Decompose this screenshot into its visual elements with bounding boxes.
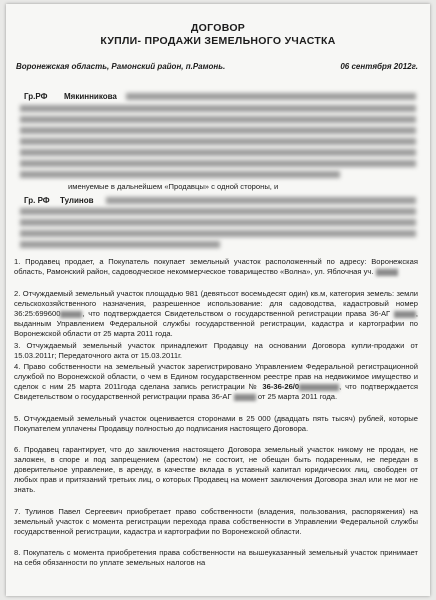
redacted-text: [20, 230, 416, 237]
clause-6: 6. Продавец гарантирует, что до заключения настоящего Договора земельный участок никому не продан, не заложен, в споре и под запрещением (арестом) не состоит, не обещан быть подаренным, не передан в доверительное управление, в аренду, в качестве вклада в уставный капитал юридических лиц, свободен от любых прав и притязаний третьих лиц, о которых Продавец на момент заключения Договора знал или не мог не знать.: [14, 445, 418, 495]
document-title: ДОГОВОР: [190, 22, 246, 34]
redacted-text: [20, 208, 416, 215]
clause-4: 4. Право собственности на земельный участок зарегистрировано Управлением Федеральной регистрационной службой по Воронежской области, о чем в Едином государственном реестре прав на недвижимое имущество и сделок с ним 25 марта 2011года сделана запись регистрации № 36-36-26/0 , что подтверждается Свидетельством о государственной регистрации права 36-АГ от 25 марта 2011 года.: [14, 362, 418, 402]
clause-5: 5. Отчуждаемый земельный участок оценивается сторонами в 25 000 (двадцать пять тысяч) рублей, которые Покупателем уплачены Продавцу полностью до подписания настоящего Договора.: [14, 414, 418, 434]
clause-1: 1. Продавец продает, а Покупатель покупает земельный участок расположенный по адресу: Воронежская область, Рамонский район, садоводческое некоммерческое товарищество «Волна», ул. Яблочная уч.: [14, 257, 418, 277]
redacted-text: [20, 149, 416, 156]
redacted-text: [20, 171, 340, 178]
contract-page: [6, 4, 430, 596]
redacted-text: [20, 219, 416, 226]
redacted-text: [126, 93, 416, 100]
redacted-text: [20, 160, 416, 167]
place-line: Воронежская область, Рамонский район, п.Рамонь.: [16, 62, 226, 71]
buyer-name: Тулинов: [60, 196, 94, 205]
clause-3: 3. Отчуждаемый земельный участок принадлежит Продавцу на основании Договора купли-продажи от 15.03.2011г; Передаточного акта от 15.03.2011г.: [14, 341, 418, 361]
redacted-text: [20, 127, 416, 134]
redacted-text: [20, 116, 416, 123]
date-line: 06 сентября 2012г.: [340, 62, 418, 71]
redacted-text: [20, 138, 416, 145]
seller-name: Мякинникова: [64, 92, 117, 101]
clause-7: 7. Тулинов Павел Сергеевич приобретает право собственности (владения, пользования, распоряжения) на земельный участок с момента регистрации перехода права собственности в Управлении Федеральной службы государственной регистрации, кадастра и картографии по Воронежской области.: [14, 507, 418, 537]
redacted-text: [106, 197, 416, 204]
seller-prefix: Гр.РФ: [24, 92, 48, 101]
seller-role: именуемые в дальнейшем «Продавцы» с одной стороны, и: [68, 182, 279, 191]
redacted-text: [20, 241, 220, 248]
clause-2: 2. Отчуждаемый земельный участок площадью 981 (девятьсот восемьдесят один) кв.м, категория земель: земли сельскохозяйственного назначения, разрешенное использование: для садоводства, кадастровый номер 36:25:699600 , что подтверждается Свидетельством о государственной регистрации права 36-АГ , выданным Управлением Федеральной службы государственной регистрации, кадастра и картографии по Воронежской области от 25 марта 2011 года.: [14, 289, 418, 339]
document-subtitle: КУПЛИ- ПРОДАЖИ ЗЕМЕЛЬНОГО УЧАСТКА: [100, 35, 336, 47]
redacted-text: [20, 105, 416, 112]
clause-8: 8. Покупатель с момента приобретения права собственности на вышеуказанный земельный участок принимает на себя обязанности по уплате земельных налогов на: [14, 548, 418, 568]
buyer-prefix: Гр. РФ: [24, 196, 50, 205]
